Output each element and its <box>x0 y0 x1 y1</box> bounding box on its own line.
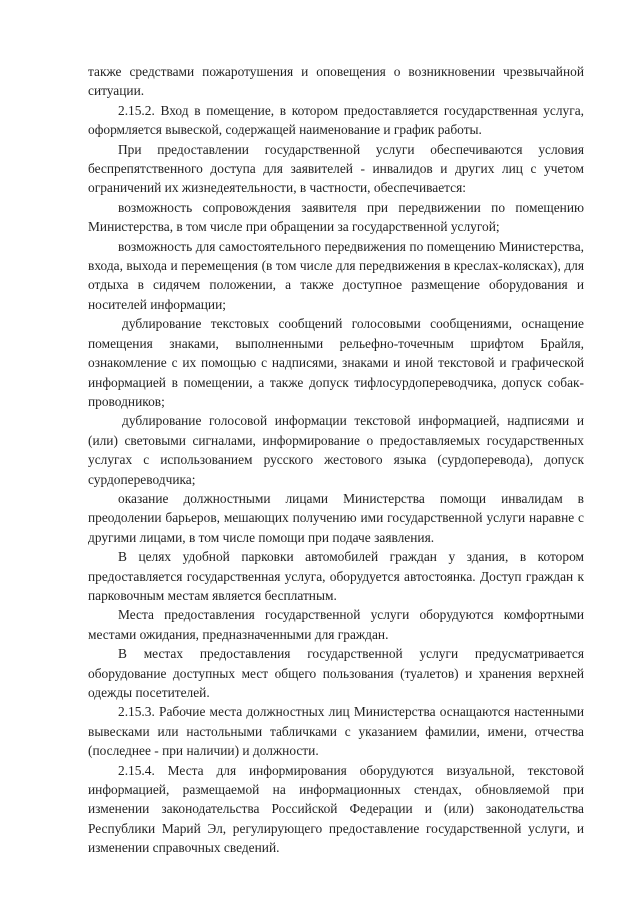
paragraph-waiting-places: Места предоставления государственной услуги оборудуются комфортными местами ожидания, предназначенными для граждан. <box>88 607 584 642</box>
paragraph-2-15-3: 2.15.3. Рабочие места должностных лиц Министерства оснащаются настенными вывесками или настольными табличками с указанием фамилии, имени, отчества (последнее - при наличии) и должности. <box>88 704 584 759</box>
paragraph-accessibility-intro: При предоставлении государственной услуги обеспечиваются условия беспрепятственного доступа для заявителей - инвалидов и других лиц с учетом ограничений их жизнедеятельности, в частности, обеспечивается: <box>88 141 584 196</box>
paragraph-2-15-2: 2.15.2. Вход в помещение, в котором предоставляется государственная услуга, оформляется вывеской, содержащей наименование и график работы. <box>88 102 584 138</box>
paragraph-voice-duplication: дублирование голосовой информации текстовой информацией, надписями и (или) световыми сигналами, информирование о предоставляемых государственных услугах с использованием русского жестового языка (сурдоперевода), допуск сурдопереводчика; <box>88 413 584 487</box>
paragraph-2-15-4: 2.15.4. Места для информирования оборудуются визуальной, текстовой информацией, размещаемой на информационных стендах, обновляемой при изменении законодательства Российской Федерации и (или) законодательства Республики Марий Эл, регулирующего предоставление государственной услуги, и изменении справочных сведений. <box>88 762 584 856</box>
paragraph-assistance: оказание должностными лицами Министерства помощи инвалидам в преодолении барьеров, мешающих получению ими государственной услуги наравне с другими лицами, в том числе помощи при подаче заявления. <box>88 490 584 545</box>
paragraph-text-duplication: дублирование текстовых сообщений голосовыми сообщениями, оснащение помещения знаками, выполненными рельефно-точечным шрифтом Брайля, ознакомление с их помощью с надписями, знаками и иной текстовой и графической информацией в помещении, а также допуск тифлосурдопереводчика, допуск собак-проводников; <box>88 316 584 409</box>
paragraph-movement: возможность для самостоятельного передвижения по помещению Министерства, входа, выхода и перемещения (в том числе для передвижения в креслах-колясках), для отдыха в сидячем положении, а также доступное размещение оборудования и носителей информации; <box>88 238 584 312</box>
paragraph-parking: В целях удобной парковки автомобилей граждан у здания, в котором предоставляется государственная услуга, оборудуется автостоянка. Доступ граждан к парковочным местам является бесплатным. <box>88 549 584 603</box>
paragraph-escort: возможность сопровождения заявителя при передвижении по помещению Министерства, в том числе при обращении за государственной услугой; <box>88 199 584 235</box>
paragraph-continuation: также средствами пожаротушения и оповещения о возникновении чрезвычайной ситуации. <box>88 64 584 99</box>
document-page <box>88 62 584 858</box>
paragraph-restrooms: В местах предоставления государственной услуги предусматривается оборудование доступных мест общего пользования (туалетов) и хранения верхней одежды посетителей. <box>88 646 584 700</box>
